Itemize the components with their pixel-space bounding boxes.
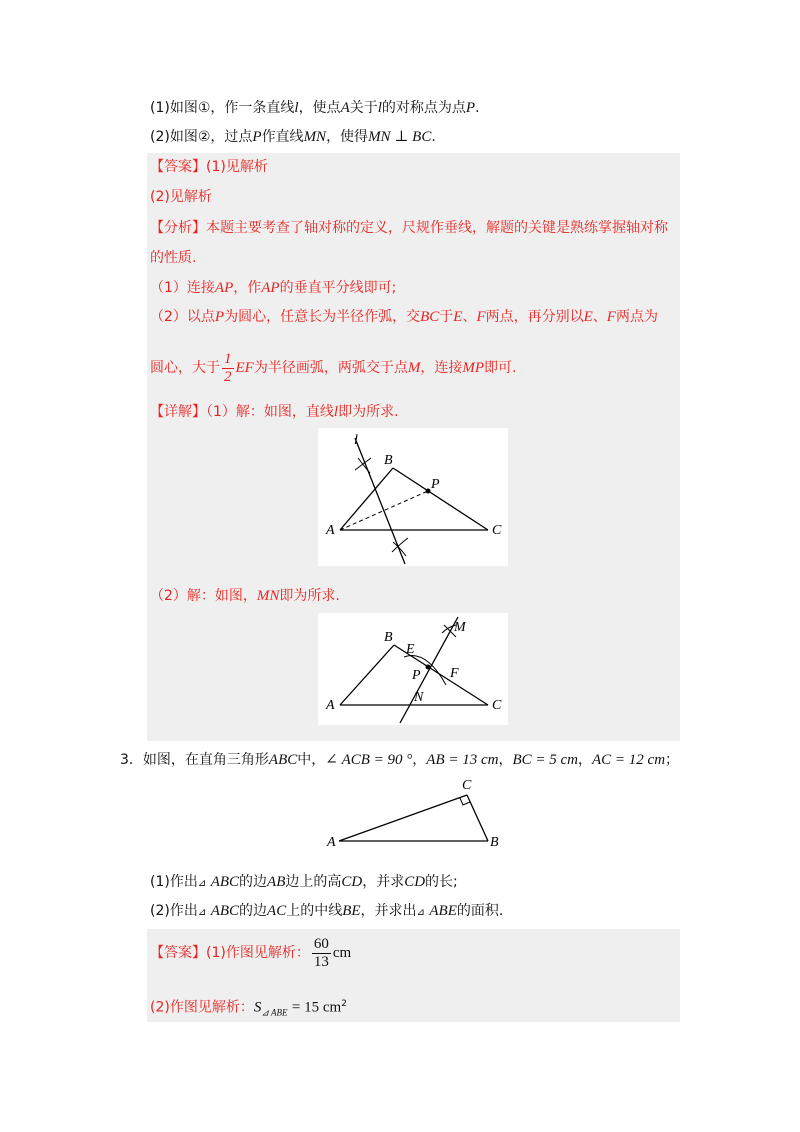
question-3-part-2: (2)作出⊿ ABC的边AC上的中线BE，并求出⊿ ABE的面积. bbox=[150, 903, 504, 919]
figure-3 bbox=[325, 775, 505, 853]
fig1-label-C: C bbox=[492, 523, 502, 538]
analysis-step-3: 圆心，大于 $\frac{1}{2}$ EF为半径画弧，两弧交于点M，连接MP即可. bbox=[150, 350, 517, 385]
answer-2-line-2: (2)见解析 bbox=[150, 189, 212, 205]
fig1-label-B: B bbox=[384, 453, 393, 468]
fig2-label-A: A bbox=[326, 698, 335, 713]
question-2-part-2: (2)如图②，过点P作直线MN，使得MN ⊥ BC. bbox=[150, 129, 436, 145]
figure-3-svg bbox=[325, 775, 505, 853]
figure-1-svg bbox=[318, 428, 508, 566]
analysis-line-1: 【分析】本题主要考查了轴对称的定义，尺规作垂线，解题的关键是熟练掌握轴对称 bbox=[150, 220, 668, 236]
figure-1 bbox=[318, 428, 508, 566]
fig2-label-P: P bbox=[412, 668, 421, 683]
detail-line-1: 【详解】（1）解：如图，直线l即为所求. bbox=[150, 404, 399, 420]
fig2-label-C: C bbox=[492, 698, 502, 713]
problem-3-intro: 3．如图，在直角三角形ABC中，∠ ACB = 90 °，AB = 13 cm，BC = 5 cm，AC = 12 cm； bbox=[120, 752, 680, 768]
fig3-label-A: A bbox=[327, 835, 336, 850]
fig3-label-C: C bbox=[462, 778, 472, 793]
fig2-label-M: M bbox=[454, 620, 466, 635]
analysis-step-2: （2）以点P为圆心，任意长为半径作弧，交BC于E、F两点，再分别以E、F两点为 bbox=[150, 309, 658, 325]
fig3-label-B: B bbox=[490, 835, 499, 850]
fig2-label-N: N bbox=[414, 690, 424, 705]
fig2-label-F: F bbox=[450, 666, 459, 681]
fig1-label-l: l bbox=[354, 433, 358, 448]
detail-line-2: （2）解：如图，MN即为所求. bbox=[150, 588, 340, 604]
fig2-label-E: E bbox=[406, 642, 415, 657]
question-2-part-1: (1)如图①，作一条直线l，使点A关于l的对称点为点P. bbox=[150, 100, 480, 116]
fraction-60-13: $\frac{60}{13}$ bbox=[313, 935, 329, 970]
figure-2-svg bbox=[318, 613, 508, 725]
answer-2-line-1: 【答案】(1)见解析 bbox=[150, 159, 268, 175]
question-3-part-1: (1)作出⊿ ABC的边AB边上的高CD，并求CD的长; bbox=[150, 874, 458, 890]
analysis-line-2: 的性质. bbox=[150, 250, 197, 266]
answer-3-line-1: 【答案】(1)作图见解析： $\frac{60}{13}$ cm bbox=[150, 935, 352, 970]
analysis-step-1: （1）连接AP，作AP的垂直平分线即可; bbox=[150, 280, 397, 296]
answer-3-line-2: (2)作图见解析：$S_{⊿ ABE} = 15$ $cm^2$ bbox=[150, 999, 347, 1018]
fig1-label-A: A bbox=[326, 523, 335, 538]
fig1-label-P: P bbox=[431, 477, 440, 492]
fig2-label-B: B bbox=[384, 630, 393, 645]
figure-2 bbox=[318, 613, 508, 725]
fraction-one-half: $\frac{1}{2}$ bbox=[224, 350, 232, 385]
